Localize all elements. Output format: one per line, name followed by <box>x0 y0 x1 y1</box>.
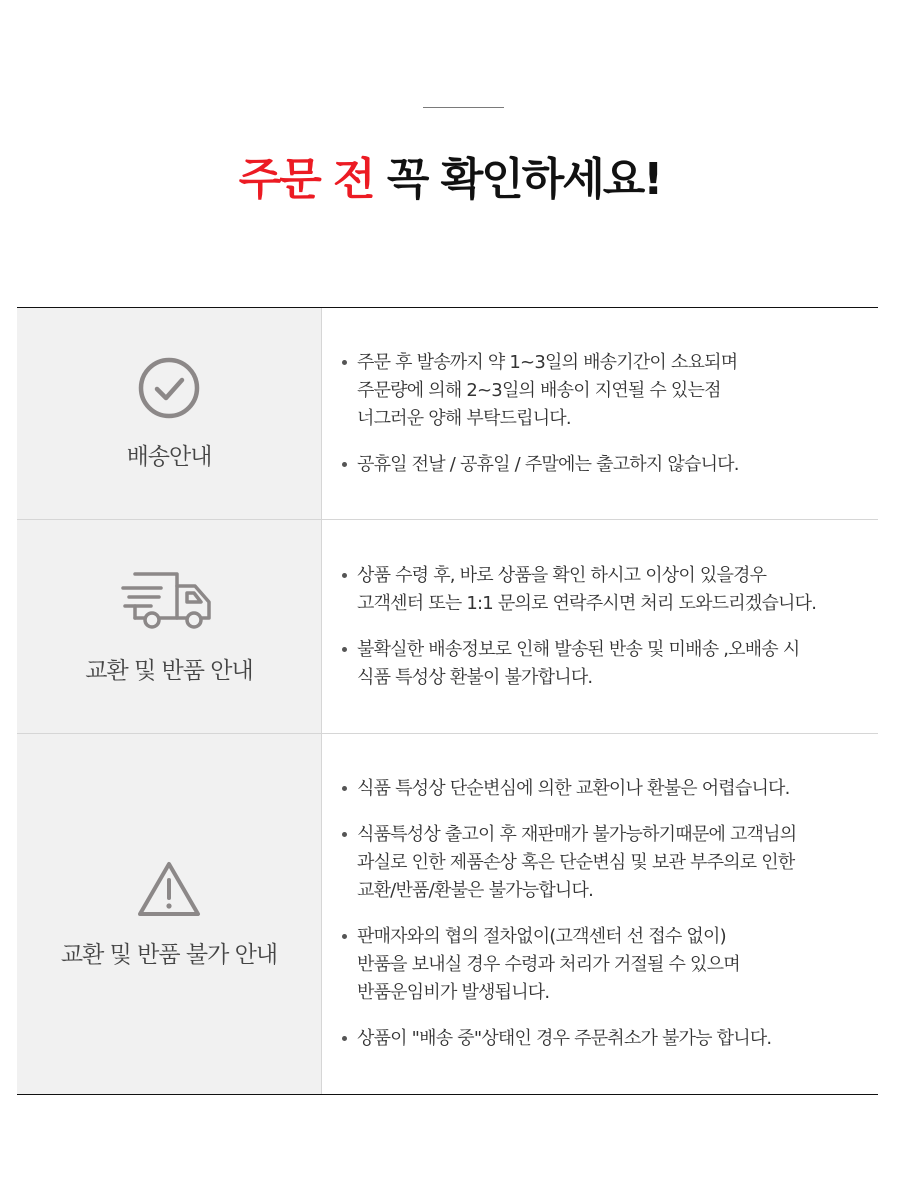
notice-bullet: 공휴일 전날 / 공휴일 / 주말에는 출고하지 않습니다. <box>339 451 878 479</box>
notice-label-cell <box>17 308 322 519</box>
top-divider <box>423 107 504 108</box>
notice-label: 교환 및 반품 안내 <box>85 658 253 684</box>
notice-content-cell <box>322 734 878 1094</box>
notice-content-cell <box>322 520 878 733</box>
notice-label: 교환 및 반품 불가 안내 <box>60 941 278 968</box>
notice-row-no-exchange <box>17 733 878 1094</box>
notice-bullet: 식품 특성상 단순변심에 의한 교환이나 환불은 어렵습니다. <box>339 775 878 803</box>
page-title-accent: 주문 전 <box>238 154 374 205</box>
page-title-rest: 꼭 확인하세요! <box>373 154 662 205</box>
notice-row-shipping <box>17 308 878 519</box>
delivery-truck-icon <box>121 568 217 634</box>
page-title <box>0 150 900 210</box>
notice-bullet: 불확실한 배송정보로 인해 발송된 반송 및 미배송 ,오배송 시 식품 특성상 환불이 불가합니다. <box>339 636 878 692</box>
notice-bullet: 식품특성상 출고이 후 재판매가 불가능하기때문에 고객님의 과실로 인한 제품손상 혹은 단순변심 및 보관 부주의로 인한 교환/반품/환불은 불가능합니다. <box>339 821 878 905</box>
notice-row-exchange <box>17 519 878 733</box>
notice-bullet: 상품 수령 후, 바로 상품을 확인 하시고 이상이 있을경우 고객센터 또는 1:1 문의로 연락주시면 처리 도와드리겠습니다. <box>339 562 878 618</box>
warning-triangle-icon <box>137 860 201 918</box>
notice-label-cell <box>17 734 322 1094</box>
check-circle-icon <box>137 356 201 420</box>
notice-bullet: 판매자와의 협의 절차없이(고객센터 선 접수 없이) 반품을 보내실 경우 수령과 처리가 거절될 수 있으며 반품운임비가 발생됩니다. <box>339 923 878 1007</box>
notice-content-cell <box>322 308 878 519</box>
notice-label-cell <box>17 520 322 733</box>
notice-bullet: 상품이 "배송 중"상태인 경우 주문취소가 불가능 합니다. <box>339 1025 878 1053</box>
notice-bullet: 주문 후 발송까지 약 1~3일의 배송기간이 소요되며 주문량에 의해 2~3일의 배송이 지연될 수 있는점 너그러운 양해 부탁드립니다. <box>339 349 878 433</box>
notice-table <box>17 307 878 1095</box>
notice-label: 배송안내 <box>126 444 212 470</box>
